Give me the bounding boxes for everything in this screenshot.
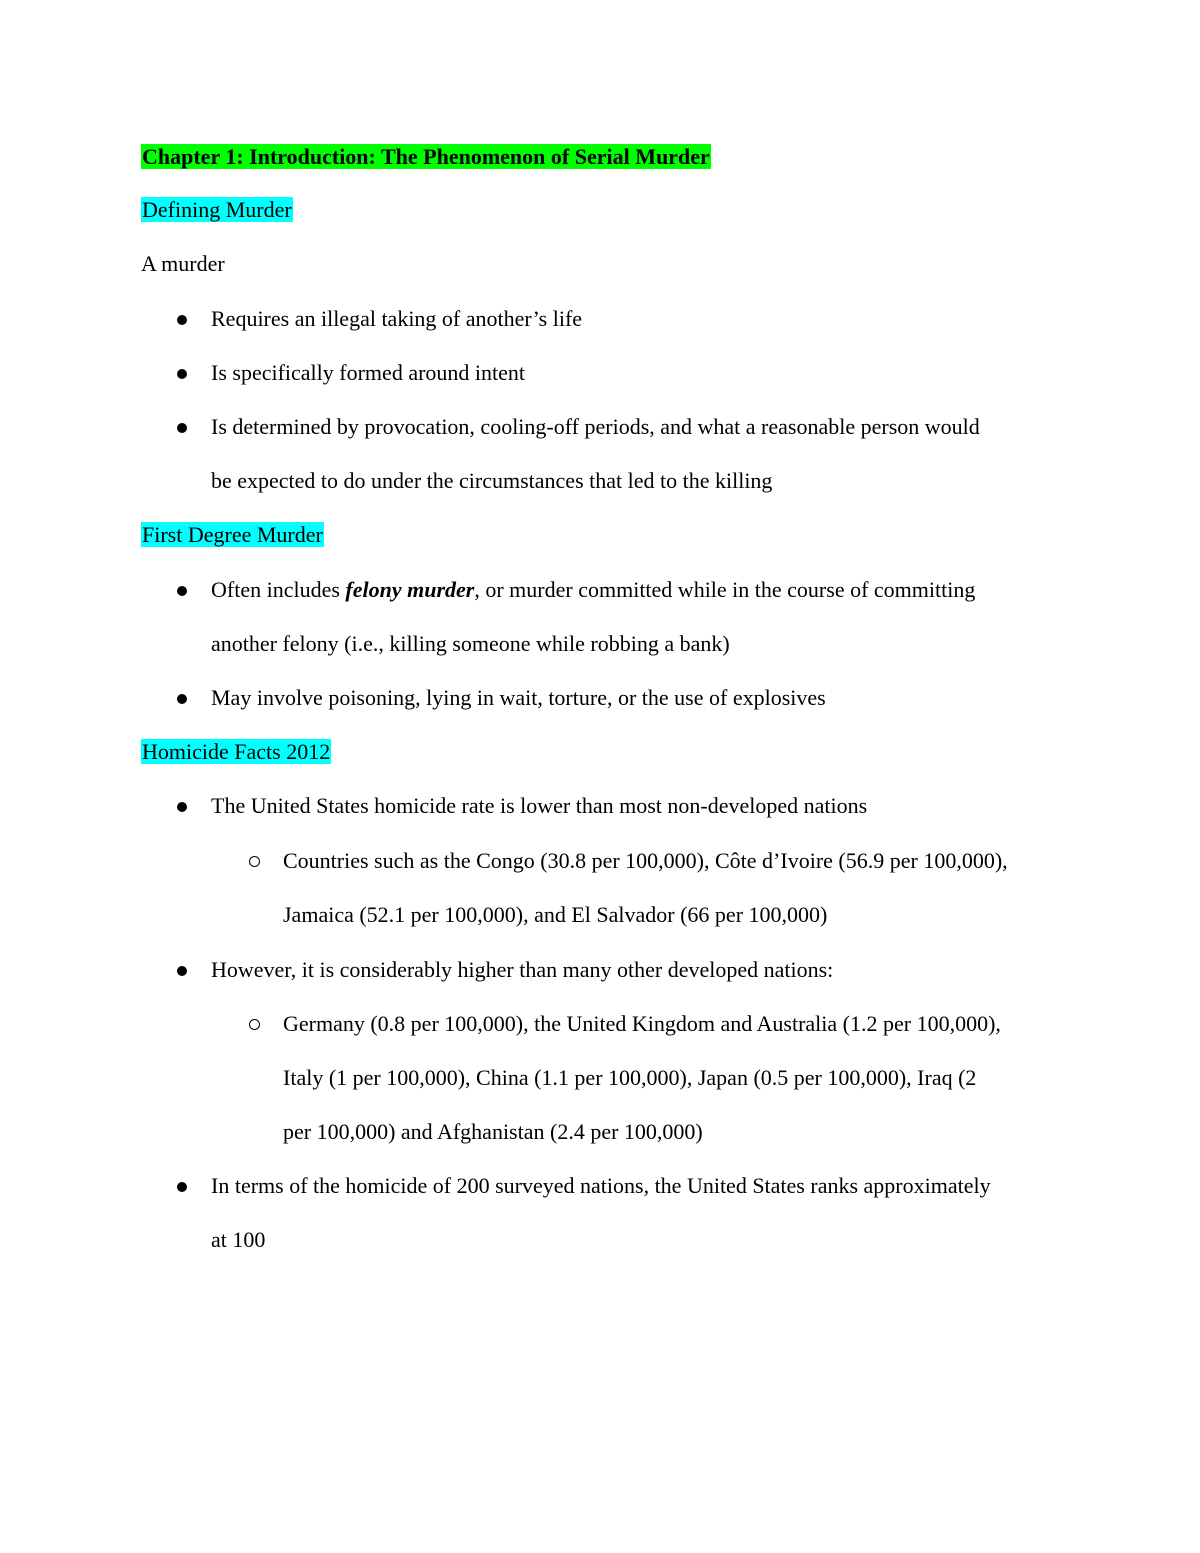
list-item-continuation: at 100 [211,1227,266,1252]
list-item: Often includes felony murder, or murder committed while in the course of committing [211,577,976,602]
section-title-first-degree-murder: First Degree Murder [142,522,323,547]
sub-bullet-icon [249,1019,260,1030]
sub-list-item-continuation: Italy (1 per 100,000), China (1.1 per 100,000), Japan (0.5 per 100,000), Iraq (2 [283,1065,977,1090]
list-item: Requires an illegal taking of another’s life [211,306,583,331]
section-title-defining-murder: Defining Murder [142,197,292,222]
list-item: Is determined by provocation, cooling-off periods, and what a reasonable person would [211,414,980,439]
sub-list-item: Germany (0.8 per 100,000), the United Kingdom and Australia (1.2 per 100,000), [283,1011,1001,1036]
list-item-continuation: another felony (i.e., killing someone while robbing a bank) [211,631,730,656]
list-item: The United States homicide rate is lower than most non-developed nations [211,793,868,818]
bullet-icon [177,802,187,812]
list-item: However, it is considerably higher than many other developed nations: [211,957,834,982]
list-item: May involve poisoning, lying in wait, torture, or the use of explosives [211,685,826,710]
bullet-icon [177,423,187,433]
sub-list-item: Countries such as the Congo (30.8 per 100,000), Côte d’Ivoire (56.9 per 100,000), [283,848,1008,873]
list-item-continuation: be expected to do under the circumstances that led to the killing [211,468,773,493]
list-item: Is specifically formed around intent [211,360,526,385]
sub-list-item-continuation: Jamaica (52.1 per 100,000), and El Salvador (66 per 100,000) [283,902,828,927]
sub-list-item-continuation: per 100,000) and Afghanistan (2.4 per 100,000) [283,1119,703,1144]
chapter-heading [141,142,711,172]
defining-intro: A murder [141,251,225,276]
bullet-icon [177,966,187,976]
list-item: In terms of the homicide of 200 surveyed nations, the United States ranks approximately [211,1173,991,1198]
section-title-homicide-facts: Homicide Facts 2012 [142,739,331,764]
bullet-icon [177,586,187,596]
bullet-icon [177,694,187,704]
bullet-icon [177,1182,187,1192]
bullet-icon [177,315,187,325]
chapter-heading-text: Chapter 1: Introduction: The Phenomenon of Serial Murder [142,144,710,169]
bullet-icon [177,369,187,379]
term-felony-murder: felony murder [345,577,475,602]
sub-bullet-icon [249,856,260,867]
